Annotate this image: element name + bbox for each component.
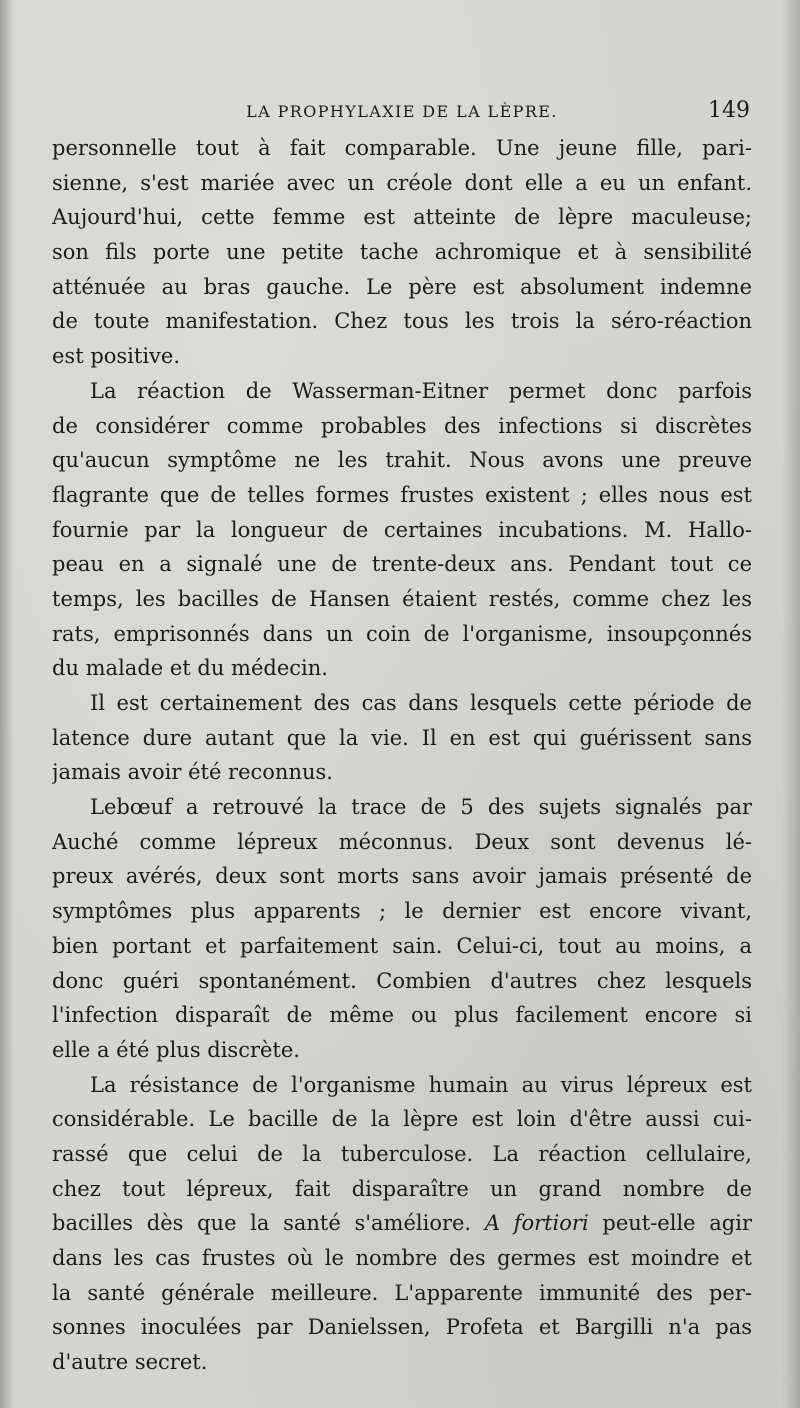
running-head (52, 98, 752, 128)
text-line: considérable. Le bacille de la lèpre est loin d'être aussi cui- (52, 1107, 752, 1132)
text-line: Lebœuf a retrouvé la trace de 5 des sujets signalés par (90, 795, 752, 820)
text-line: elle a été plus discrète. (52, 1037, 300, 1062)
text-line: est positive. (52, 344, 181, 369)
text-line: qu'aucun symptôme ne les trahit. Nous avons une preuve (52, 448, 752, 473)
text-line: sienne, s'est mariée avec un créole dont elle a eu un enfant. (52, 170, 752, 195)
text-line: latence dure autant que la vie. Il en est qui guérissent sans (52, 725, 752, 750)
text-line: dans les cas frustes où le nombre des germes est moindre et (52, 1246, 752, 1270)
text-line: fournie par la longueur de certaines incubations. M. Hallo- (52, 517, 752, 542)
text-line: sonnes inoculées par Danielssen, Profeta et Bargilli n'a pas (52, 1315, 752, 1340)
text-line: personnelle tout à fait comparable. Une jeune fille, pari- (52, 136, 752, 160)
text-line: chez tout lépreux, fait disparaître un grand nombre de (52, 1176, 752, 1201)
text-line: preux avérés, deux sont morts sans avoir jamais présenté de (52, 864, 752, 889)
text-line: rassé que celui de la tuberculose. La réaction cellulaire, (52, 1141, 752, 1166)
text-line: Aujourd'hui, cette femme est atteinte de lèpre maculeuse; (52, 205, 752, 230)
text-line: la santé générale meilleure. L'apparente immunité des per- (52, 1280, 752, 1305)
text-line: l'infection disparaît de même ou plus facilement encore si (52, 1003, 752, 1028)
body-text (52, 131, 752, 1380)
text-line: atténuée au bras gauche. Le père est absolument indemne (52, 274, 752, 299)
running-title: LA PROPHYLAXIE DE LA LÈPRE. (246, 102, 558, 121)
text-line: flagrante que de telles formes frustes existent ; elles nous est (52, 482, 752, 507)
text-line: bien portant et parfaitement sain. Celui-ci, tout au moins, a (52, 933, 752, 958)
text-line: peau en a signalé une de trente-deux ans. Pendant tout ce (52, 552, 752, 577)
text-line: donc guéri spontanément. Combien d'autres chez lesquels (52, 968, 752, 993)
text-line: La résistance de l'organisme humain au virus lépreux est (90, 1072, 752, 1097)
text-segment: peut-elle agir (588, 1211, 752, 1236)
text-line: La réaction de Wasserman-Eitner permet donc parfois (90, 378, 752, 403)
text-line: Il est certainement des cas dans lesquels cette période de (90, 691, 752, 715)
text-line: son fils porte une petite tache achromique et à sensibilité (52, 240, 752, 265)
text-segment: bacilles dès que la santé s'améliore. (52, 1211, 485, 1236)
text-line: jamais avoir été reconnus. (52, 760, 333, 785)
text-line: temps, les bacilles de Hansen étaient restés, comme chez les (52, 586, 752, 611)
text-line: rats, emprisonnés dans un coin de l'organisme, insoupçonnés (52, 621, 752, 646)
text-line: du malade et du médecin. (52, 656, 328, 681)
text-line: de toute manifestation. Chez tous les trois la séro-réaction (52, 309, 752, 334)
text-line: symptômes plus apparents ; le dernier est encore vivant, (52, 899, 752, 924)
text-line: Auché comme lépreux méconnus. Deux sont devenus lé- (52, 829, 752, 854)
text-line: de considérer comme probables des infections si discrètes (52, 413, 752, 438)
italic-phrase: A fortiori (484, 1211, 589, 1236)
text-line: d'autre secret. (52, 1350, 208, 1375)
page-number: 149 (708, 98, 750, 123)
text-line-with-italic (52, 1206, 752, 1241)
